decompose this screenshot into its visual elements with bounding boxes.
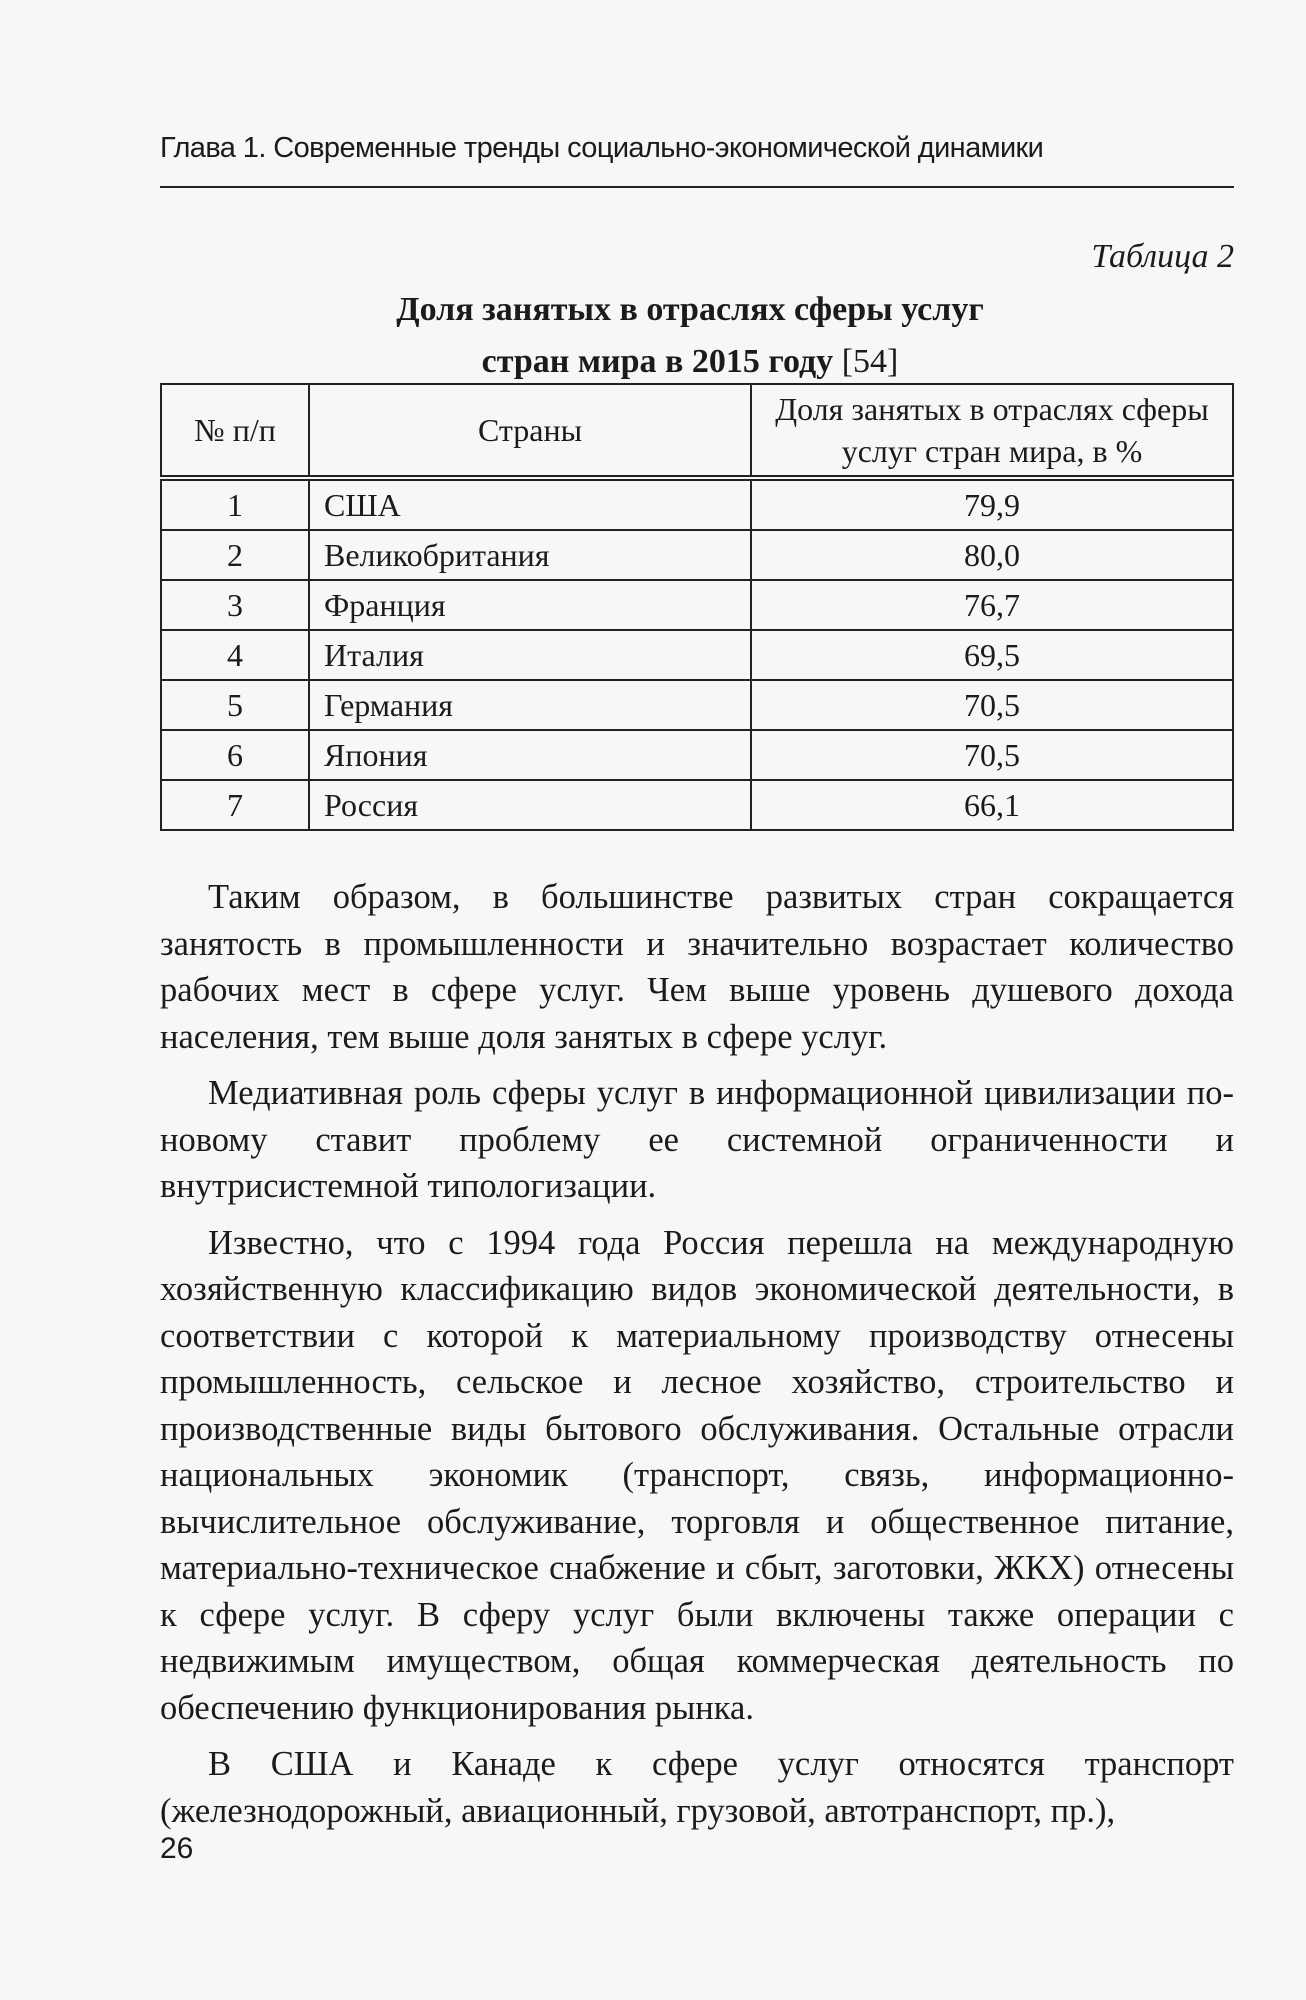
table-row bbox=[161, 730, 1233, 780]
row-country: Франция bbox=[309, 580, 751, 630]
row-country: Великобритания bbox=[309, 530, 751, 580]
table-title-line-2-text: стран мира в 2015 году bbox=[481, 343, 834, 380]
header-country: Страны bbox=[309, 384, 751, 478]
header-share: Доля занятых в отраслях сферы услуг стран мира, в % bbox=[751, 384, 1233, 478]
table-row bbox=[161, 530, 1233, 580]
page-number: 26 bbox=[160, 1832, 194, 1865]
table-title bbox=[360, 284, 1020, 388]
table-title-line-2 bbox=[360, 336, 1020, 388]
row-country: США bbox=[309, 478, 751, 530]
table-row bbox=[161, 680, 1233, 730]
paragraph: Известно, что с 1994 года Россия перешла на международную хозяйственную классификацию видов экономической деятельности, в соответствии с которой к материальному производству отнесены промышленность, сельское и лесное хозяйство, строительство и производственные виды бытового обслуживания. Остальные отрасли национальных экономик (транспорт, связь, информационно-вычислительное обслуживание, торговля и общественное питание, материально-техническое снабжение и сбыт, заготовки, ЖКХ) отнесены к сфере услуг. В сферу услуг были включены также операции с недвижимым имуществом, общая коммерческая деятельность по обеспечению функционирования рынка. bbox=[160, 1223, 1234, 1727]
row-num: 2 bbox=[161, 530, 309, 580]
table-row bbox=[161, 780, 1233, 830]
table-row bbox=[161, 580, 1233, 630]
row-country: Италия bbox=[309, 630, 751, 680]
paragraph: В США и Канаде к сфере услуг относятся транспорт (железнодорожный, авиационный, грузовой, автотранспорт, пр.), bbox=[160, 1745, 1234, 1830]
row-num: 6 bbox=[161, 730, 309, 780]
row-share: 70,5 bbox=[751, 680, 1233, 730]
paragraph: Медиативная роль сферы услуг в информационной цивилизации по-новому ставит проблему ее системной ограниченности и внутрисистемной типологизации. bbox=[160, 1074, 1234, 1205]
body-text bbox=[160, 874, 1234, 1844]
row-num: 7 bbox=[161, 780, 309, 830]
header-num: № п/п bbox=[161, 384, 309, 478]
row-num: 1 bbox=[161, 478, 309, 530]
row-country: Германия bbox=[309, 680, 751, 730]
row-share: 80,0 bbox=[751, 530, 1233, 580]
row-share: 76,7 bbox=[751, 580, 1233, 630]
row-share: 79,9 bbox=[751, 478, 1233, 530]
table-title-line-1: Доля занятых в отраслях сферы услуг bbox=[396, 291, 984, 328]
row-share: 69,5 bbox=[751, 630, 1233, 680]
row-num: 3 bbox=[161, 580, 309, 630]
row-country: Россия bbox=[309, 780, 751, 830]
table-header-row bbox=[161, 384, 1233, 478]
row-country: Япония bbox=[309, 730, 751, 780]
paragraph: Таким образом, в большинстве развитых стран сокращается занятость в промышленности и значительно возрастает количество рабочих мест в сфере услуг. Чем выше уровень душевого дохода населения, тем выше доля занятых в сфере услуг. bbox=[160, 878, 1234, 1056]
table-label: Таблица 2 bbox=[1091, 238, 1234, 275]
data-table bbox=[160, 383, 1234, 831]
table-title-reference: [54] bbox=[841, 343, 899, 380]
table-row bbox=[161, 630, 1233, 680]
header-rule bbox=[160, 186, 1234, 188]
table-row bbox=[161, 478, 1233, 530]
row-num: 5 bbox=[161, 680, 309, 730]
row-share: 66,1 bbox=[751, 780, 1233, 830]
row-share: 70,5 bbox=[751, 730, 1233, 780]
running-header: Глава 1. Современные тренды социально-экономической динамики bbox=[160, 132, 1044, 164]
row-num: 4 bbox=[161, 630, 309, 680]
